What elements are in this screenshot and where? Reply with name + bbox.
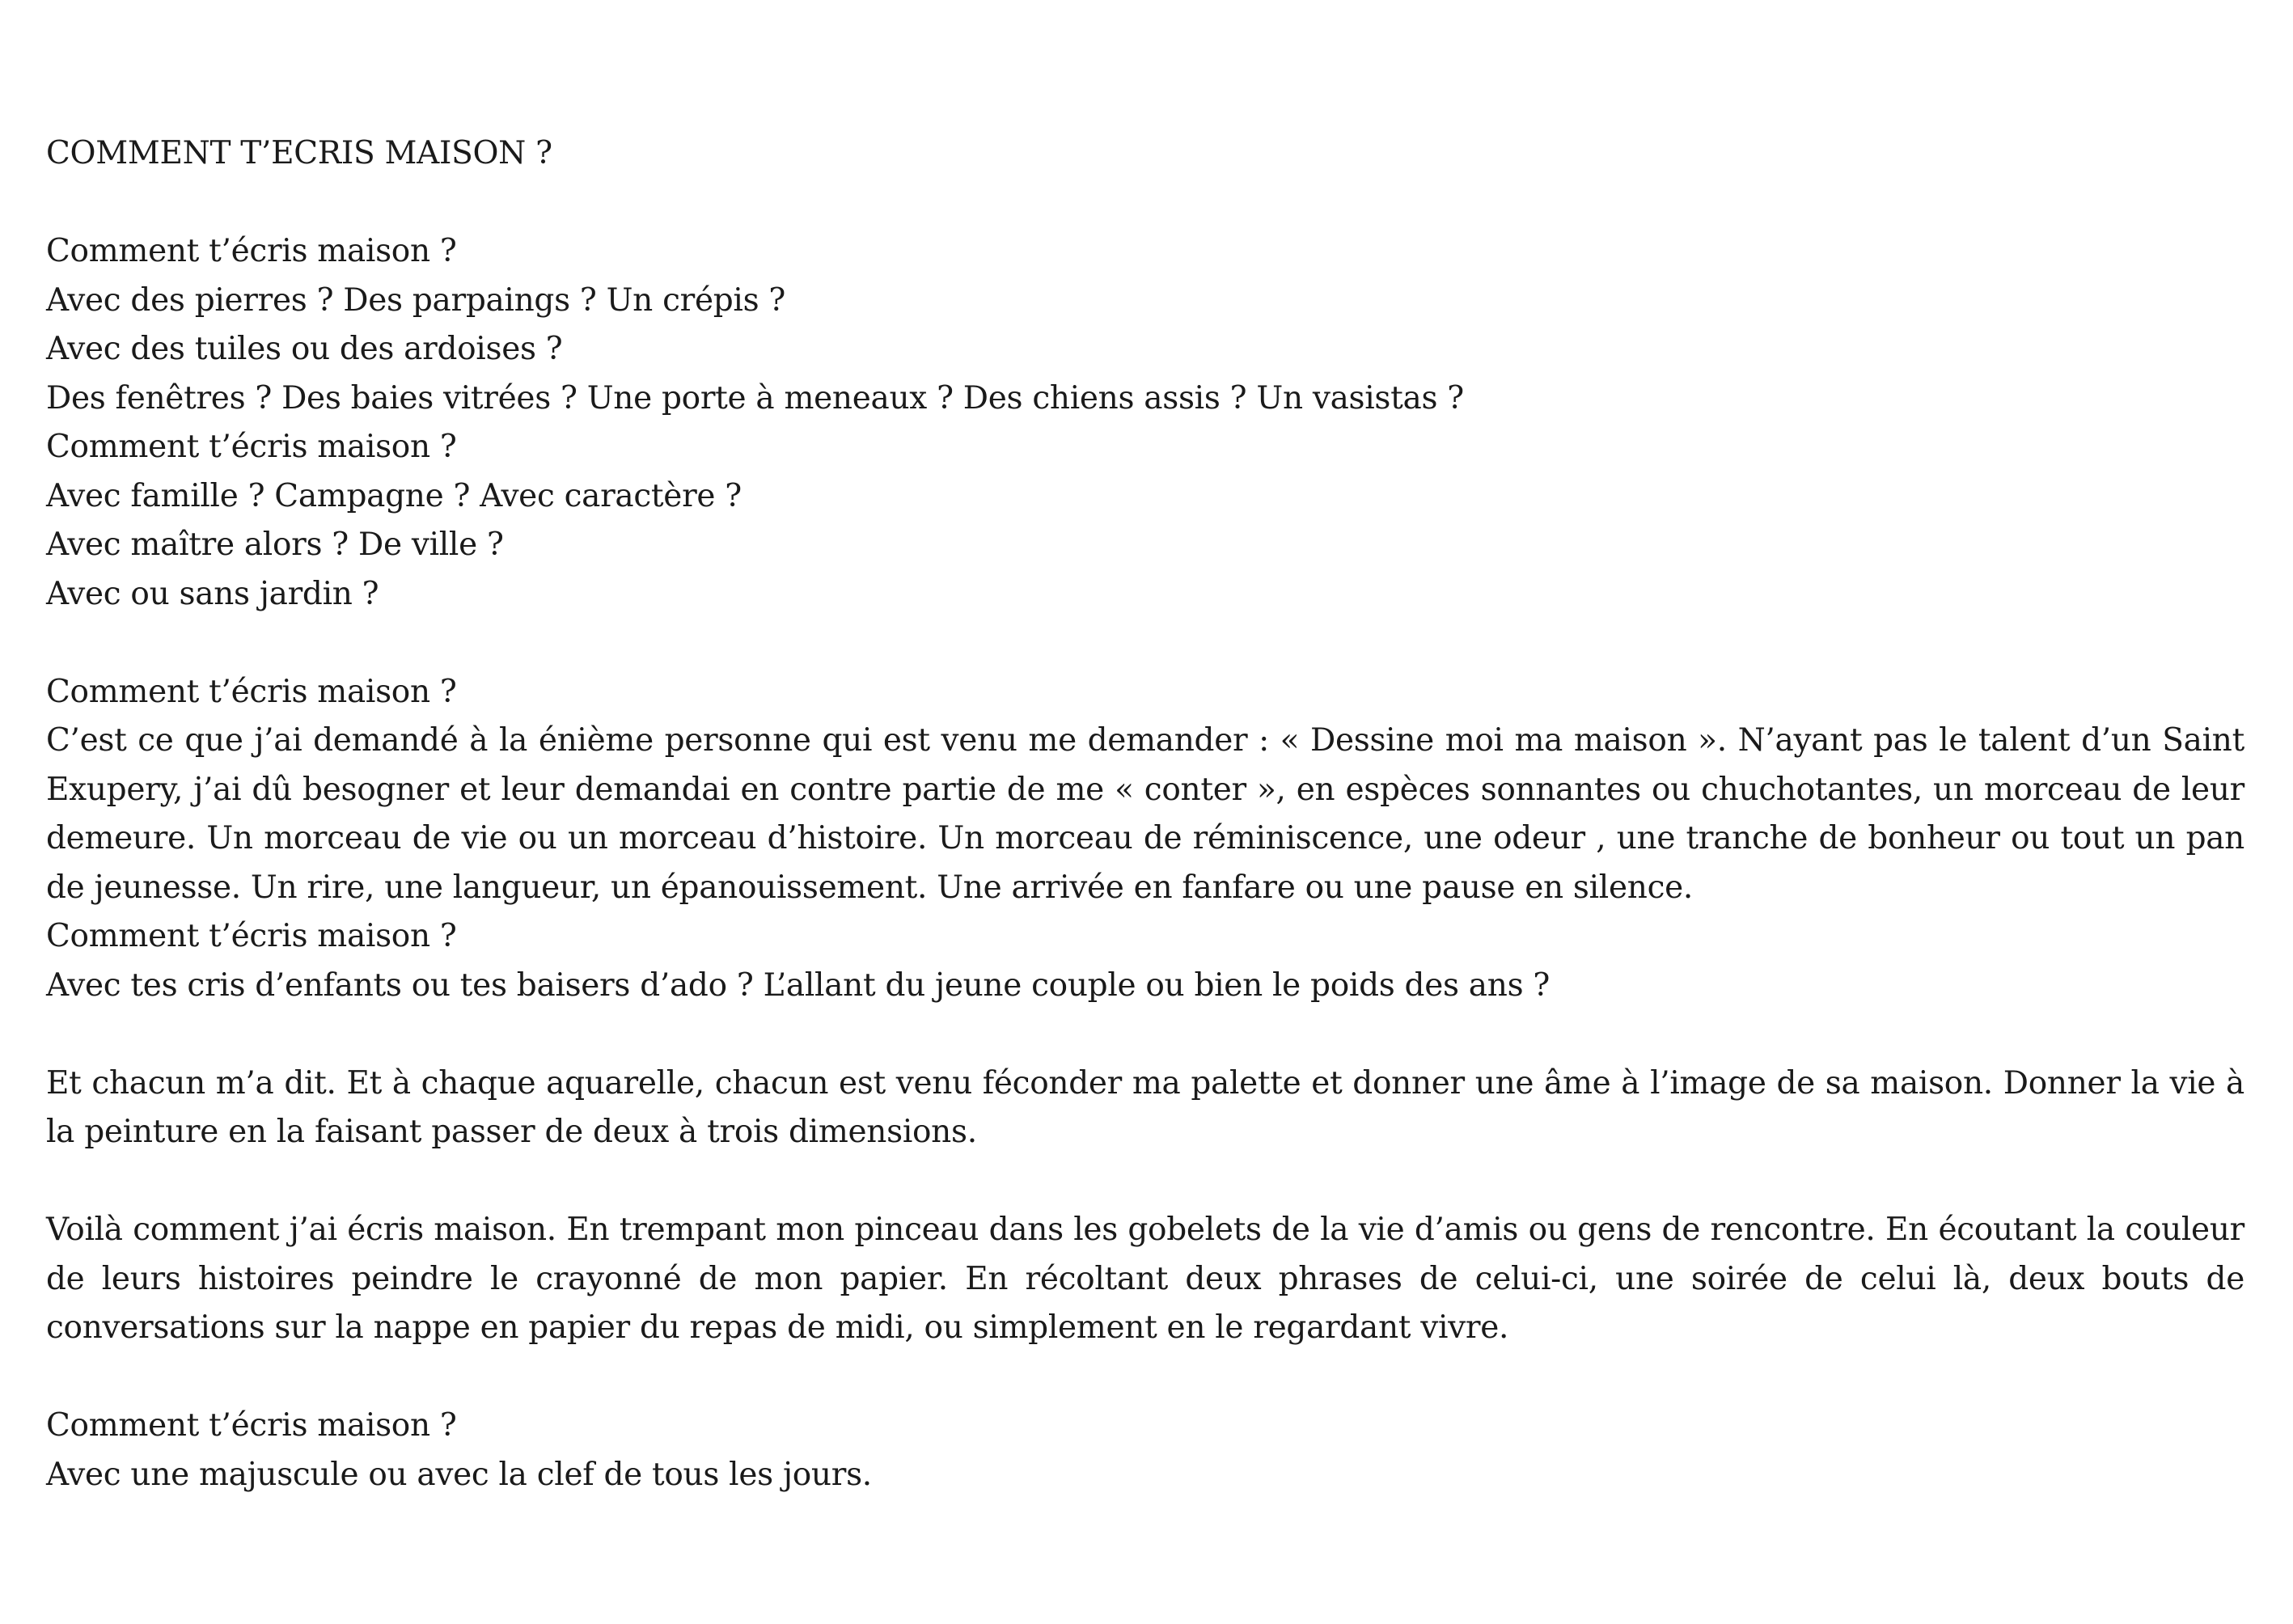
section-heading: Comment t’écris maison ? (46, 673, 457, 710)
section-heading: Comment t’écris maison ? (46, 918, 457, 954)
stanza-line: Des fenêtres ? Des baies vitrées ? Une porte à meneaux ? Des chiens assis ? Un vasistas ? (46, 379, 1464, 417)
body-paragraph: Voilà comment j’ai écris maison. En trempant mon pinceau dans les gobelets de la vie d’amis ou gens de rencontre. En écoutant la couleur de leurs histoires peindre le crayonné de mon papier. En récoltant deux phrases de celui-ci, une soirée de celui là, deux bouts de conversations sur la nappe en papier du repas de midi, ou simplement en le regardant vivre. (46, 1212, 2244, 1346)
document-page (46, 129, 2244, 1499)
stanza-line: Comment t’écris maison ? (46, 233, 457, 269)
stanza-line: Avec famille ? Campagne ? Avec caractère ? (46, 477, 742, 514)
stanza-line: Avec des tuiles ou des ardoises ? (46, 331, 563, 367)
spacer (46, 1010, 2244, 1059)
stanza-line: Avec ou sans jardin ? (46, 575, 379, 612)
stanza-line: Avec des pierres ? Des parpaings ? Un crépis ? (46, 281, 786, 319)
spacer (46, 1353, 2244, 1402)
spacer (46, 1157, 2244, 1207)
stanza-line: Comment t’écris maison ? (46, 429, 457, 465)
spacer (46, 179, 2244, 228)
closing-line: Avec une majuscule ou avec la clef de tous les jours. (46, 1456, 872, 1493)
body-paragraph: C’est ce que j’ai demandé à la énième personne qui est venu me demander : « Dessine moi ma maison ». N’ayant pas le talent d’un Saint Exupery, j’ai dû besogner et leur demandai en contre partie de me « conter », en espèces sonnantes ou chuchotantes, un morceau de leur demeure. Un morceau de vie ou un morceau d’histoire. Un morceau de réminiscence, une odeur , une tranche de bonheur ou tout un pan de jeunesse. Un rire, une langueur, un épanouissement. Une arrivée en fanfare ou une pause en silence. (46, 722, 2244, 906)
body-paragraph: Et chacun m’a dit. Et à chaque aquarelle, chacun est venu féconder ma palette et donner une âme à l’image de sa maison. Donner la vie à la peinture en la faisant passer de deux à trois dimensions. (46, 1064, 2244, 1150)
stanza-line: Avec maître alors ? De ville ? (46, 527, 504, 563)
question-line: Avec tes cris d’enfants ou tes baisers d’ado ? L’allant du jeune couple ou bien le poids des ans ? (46, 966, 1550, 1004)
closing-heading: Comment t’écris maison ? (46, 1407, 457, 1444)
spacer (46, 619, 2244, 668)
document-title: COMMENT T’ECRIS MAISON ? (46, 135, 552, 171)
